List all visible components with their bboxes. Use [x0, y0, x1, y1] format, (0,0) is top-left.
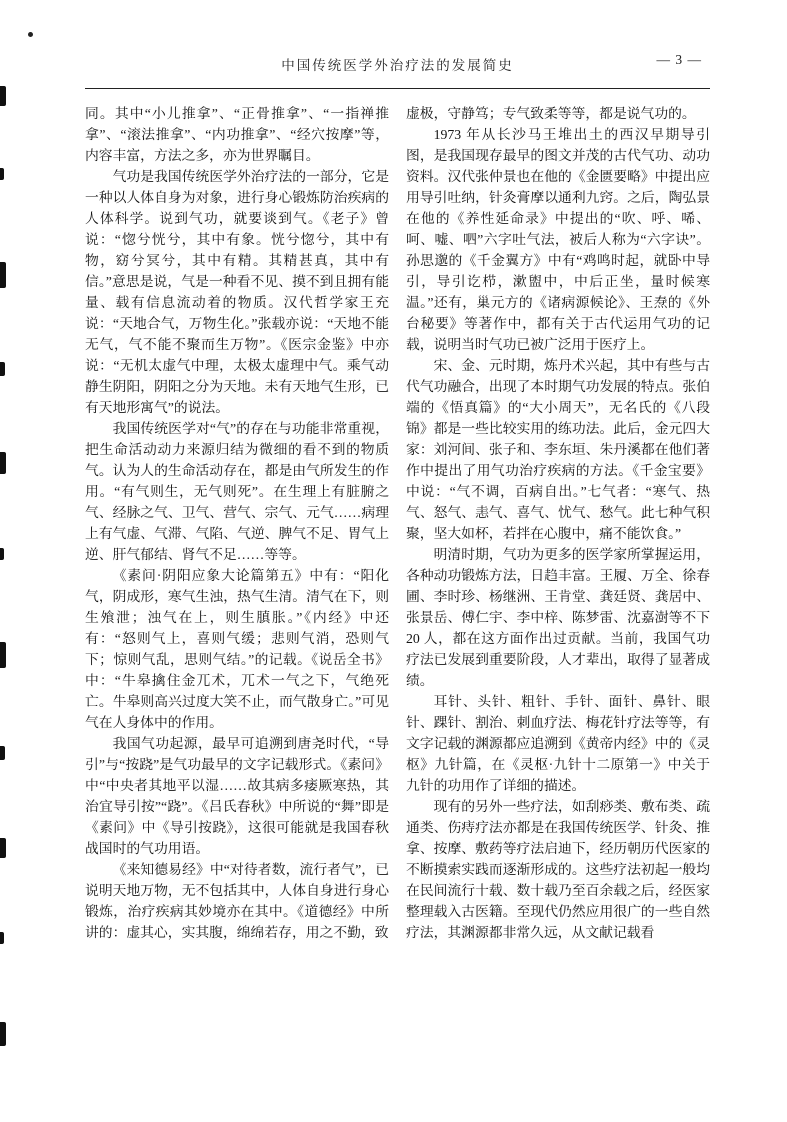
paragraph: 气功是我国传统医学外治疗法的一部分，它是一种以人体自身为对象，进行身心锻炼防治疾病的人体科学。说到气功，就要谈到气。《老子》曾说：“惚兮恍兮，其中有象。恍兮惚兮，其中有物，窈兮冥兮，其中有精。其精甚真，其中有信。”意思是说，气是一种看不见、摸不到且拥有能量、载有信息流动着的物质。汉代哲学家王充说：“天地合气，万物生化。”张载亦说：“天地不能无气，气不能不聚而生万物”。《医宗金鉴》中亦说：“无机太虚气中理，太极太虚理中气。乘气动静生阴阳，阴阳之分为天地。未有天地气生形，已有天地形寓气”的说法。: [85, 169, 389, 415]
scan-artifact: [0, 548, 4, 560]
scan-artifact: [0, 838, 6, 858]
page-title: 中国传统医学外治疗法的发展简史: [281, 58, 514, 73]
paragraph: 宋、金、元时期，炼丹术兴起，其中有些与古代气功融合，出现了本时期气功发展的特点。张伯端的《悟真篇》的“大小周天”，无名氏的《八段锦》都是一些比较实用的练功法。此后，金元四大家：刘河间、张子和、李东垣、朱丹溪都在他们著作中提出了用气功治疗疾病的方法。《千金宝要》中说：“气不调，百病自出。”七气者：“寒气、热气、怒气、恚气、喜气、忧气、愁气。此七种气积聚，坚大如杯，若拌在心腹中，痛不能饮食。”: [406, 358, 710, 541]
scan-artifact: [0, 642, 6, 668]
paragraph: 《来知德易经》中“对待者数，流行者气”，已说明天地万物，无不包括其中，人体自身进行身心锻炼，治疗疾病其妙境亦在其中。《道德经》中所讲的：虚其心，实其腹，绵绵若存，用之不勤，致: [85, 862, 389, 940]
scan-artifact: [0, 746, 5, 760]
scan-artifact: [0, 452, 6, 474]
scan-artifact: [0, 262, 6, 288]
scan-artifact: [0, 168, 4, 180]
paragraph: 耳针、头针、粗针、手针、面针、鼻针、眼针、踝针、割治、刺血疗法、梅花针疗法等等，有文字记载的渊源都应追溯到《黄帝内经》中的《灵枢》九针篇，在《灵枢·九针十二原第一》中关于九针的功用作了详细的描述。: [406, 694, 710, 793]
left-column: [85, 103, 389, 943]
paragraph: 虚极，守静笃；专气致柔等等，都是说气功的。: [406, 106, 696, 121]
page-header: [85, 0, 710, 89]
right-column: [406, 103, 710, 943]
paragraph: 《素问·阴阳应象大论篇第五》中有：“阳化气，阴成形，寒气生浊，热气生清。清气在下，则生飧泄；浊气在上，则生䐜胀。”《内经》中还有：“怒则气上，喜则气缓；悲则气消，恐则气下；惊则气乱，思则气结。”的记载。《说岳全书》中：“牛皋擒住金兀术，兀术一气之下，气绝死亡。牛皋则高兴过度大笑不止，而气散身亡。”可见气在人身体中的作用。: [85, 568, 389, 730]
paragraph: 1973 年从长沙马王堆出土的西汉早期导引图，是我国现存最早的图文并茂的古代气功、动功资料。汉代张仲景也在他的《金匮要略》中提出应用导引吐纳，针灸膏摩以通利九窍。之后，陶弘景在他的《养性延命录》中提出的“吹、呼、唏、呵、嘘、呬”六字吐气法，被后人称为“六字诀”。孙思邈的《千金翼方》中有“鸡鸣时起，就卧中导引，导引讫栉，漱盥中，中后正坐，量时候寒温。”还有，巢元方的《诸病源候论》、王焘的《外台秘要》等著作中，都有关于古代运用气功的记载，说明当时气功已被广泛用于医疗上。: [406, 127, 710, 352]
scan-artifact: [0, 932, 4, 944]
paragraph: 现有的另外一些疗法，如刮痧类、敷布类、疏通类、伤痔疗法亦都是在我国传统医学、针灸、推拿、按摩、敷药等疗法启迪下，经历朝历代医家的不断摸索实践而逐渐形成的。这些疗法初起一般均在民间流行十载、数十载乃至百余载之后，经医家整理载入古医籍。至现代仍然应用很广的一些自然疗法，其渊源都非常久远，从文献记载看: [406, 799, 710, 940]
two-column-text: [85, 103, 710, 943]
scan-speck: [28, 32, 33, 37]
paragraph: 我国气功起源，最早可追溯到唐尧时代，“导引”与“按跷”是气功最早的文字记载形式。《素问》中“中央者其地平以湿……故其病多痿厥寒热，其治宜导引按”“跷”。《吕氏春秋》中所说的“舞”即是《素问》中《导引按跷》，这很可能就是我国春秋战国时的气功用语。: [85, 736, 389, 856]
scan-artifact: [0, 1022, 6, 1046]
scan-artifact: [0, 362, 5, 376]
paragraph: 同。其中“小儿推拿”、“正骨推拿”、“一指禅推拿”、“滚法推拿”、“内功推拿”、“经穴按摩”等，内容丰富，方法之多，亦为世界瞩目。: [85, 106, 389, 163]
paragraph: 明清时期，气功为更多的医学家所掌握运用，各种动功锻炼方法，日趋丰富。王履、万全、徐春圃、李时珍、杨继洲、王肯堂、龚廷贤、龚居中、张景岳、傅仁宇、李中梓、陈梦雷、沈嘉澍等不下 20 人，都在这方面作出过贡献。当前，我国气功疗法已发展到重要阶段，人才辈出，取得了显著成绩。: [406, 547, 710, 688]
page-number: — 3 —: [656, 52, 702, 67]
paragraph: 我国传统医学对“气”的存在与功能非常重视，把生命活动动力来源归结为微细的看不到的物质气。认为人的生命活动存在，都是由气所发生的作用。“有气则生，无气则死”。在生理上有脏腑之气、经脉之气、卫气、营气、宗气、元气……病理上有气虚、气滞、气陷、气逆、脾气不足、胃气上逆、肝气郁结、肾气不足……等等。: [85, 421, 389, 562]
scan-artifact: [0, 86, 6, 106]
